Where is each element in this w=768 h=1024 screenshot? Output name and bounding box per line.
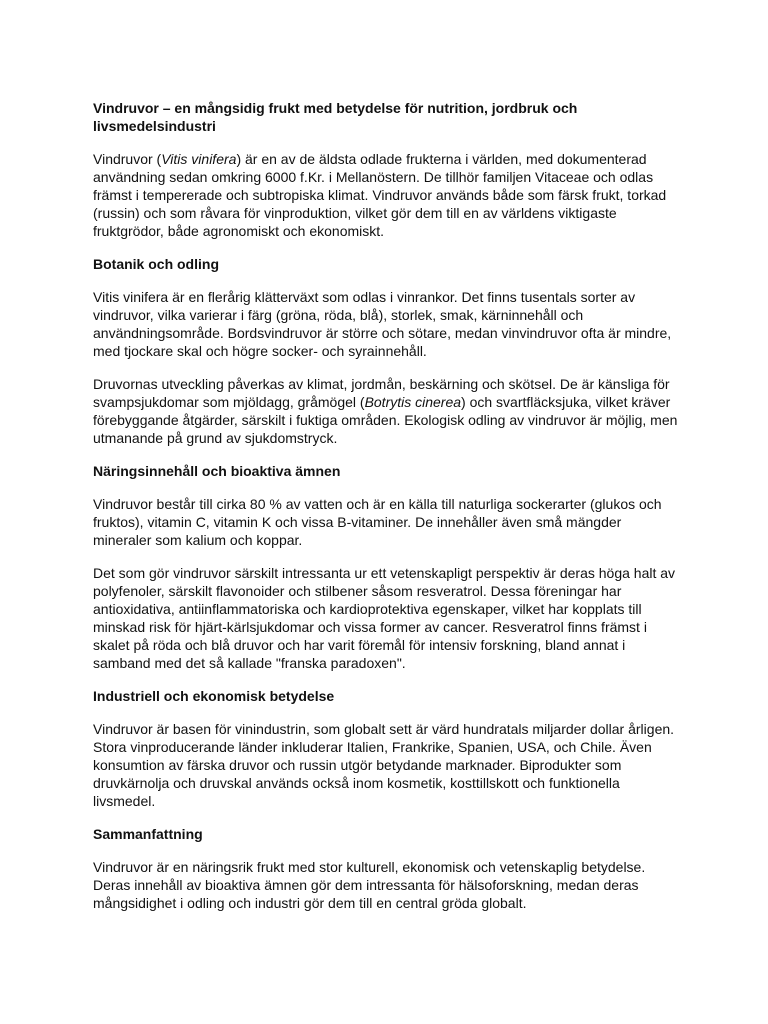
intro-text-after: ) är en av de äldsta odlade frukterna i världen, med dokumenterad användning sedan omkring 6000 f.Kr. i Mellanöstern. De tillhör familjen Vitaceae och odlas främst i tempererade och subtropiska klimat. Vindruvor används både som färsk frukt, torkad (russin) och som råvara för vinproduktion, vilket gör dem till en av världens viktigaste fruktgrödor, både agronomiskt och ekonomiskt. (93, 151, 667, 239)
section-heading-industriell: Industriell och ekonomisk betydelse (93, 688, 335, 704)
section-heading-botanik: Botanik och odling (93, 256, 219, 272)
sammanfattning-paragraph-1: Vindruvor är en näringsrik frukt med stor kulturell, ekonomisk och vetenskaplig betydelse. Deras innehåll av bioaktiva ämnen gör dem intressanta för hälsoforskning, medan deras mångsidighet i odling och industri gör dem till en central gröda globalt. (93, 859, 646, 911)
botanik-text-after: ) och svartfläcksjuka, vilket kräver förebyggande åtgärder, särskilt i fuktiga områden. Ekologisk odling av vindruvor är möjlig, men utmanande på grund av sjukdomstryck. (93, 394, 678, 446)
document-title: Vindruvor – en mångsidig frukt med betydelse för nutrition, jordbruk och livsmedelsindustri (93, 100, 578, 134)
naringsinnehall-paragraph-2: Det som gör vindruvor särskilt intressanta ur ett vetenskapligt perspektiv är deras höga halt av polyfenoler, särskilt flavonoider och stilbener såsom resveratrol. Dessa föreningar har antioxidativa, antiinflammatoriska och kardioprotektiva egenskaper, vilket har kopplats till minskad risk för hjärt-kärlsjukdomar och vissa former av cancer. Resveratrol finns främst i skalet på röda och blå druvor och har varit föremål för intensiv forskning, bland annat i samband med det så kallade "franska paradoxen". (93, 565, 676, 671)
section-heading-naringsinnehall: Näringsinnehåll och bioaktiva ämnen (93, 463, 341, 479)
intro-latin-name: Vitis vinifera (161, 151, 237, 167)
botanik-text-before: Druvornas utveckling påverkas av klimat, jordmån, beskärning och skötsel. De är känsliga för svampsjukdomar som mjöldagg, gråmögel ( (93, 376, 670, 410)
industriell-paragraph-1: Vindruvor är basen för vinindustrin, som globalt sett är värd hundratals miljarder dollar årligen. Stora vinproducerande länder inkluderar Italien, Frankrike, Spanien, USA, och Chile. Även konsumtion av färska druvor och russin utgör betydande marknader. Biprodukter som druvkärnolja och druvskal används också inom kosmetik, kosttillskott och funktionella livsmedel. (93, 721, 675, 809)
botanik-paragraph-1: Vitis vinifera är en flerårig klätterväxt som odlas i vinrankor. Det finns tusentals sorter av vindruvor, vilka varierar i färg (gröna, röda, blå), storlek, smak, kärninnehåll och användningsområde. Bordsvindruvor är större och sötare, medan vinvindruvor ofta är mindre, med tjockare skal och högre socker- och syrainnehåll. (93, 289, 672, 359)
intro-text-before: Vindruvor ( (93, 151, 162, 167)
naringsinnehall-paragraph-1: Vindruvor består till cirka 80 % av vatten och är en källa till naturliga sockerarter (glukos och fruktos), vitamin C, vitamin K och vissa B-vitaminer. De innehåller även små mängder mineraler som kalium och koppar. (93, 496, 662, 548)
document-content (93, 99, 683, 927)
botanik-paragraph-2 (93, 375, 683, 447)
botrytis-latin-name: Botrytis cinerea (364, 394, 462, 410)
section-heading-sammanfattning: Sammanfattning (93, 826, 203, 842)
intro-paragraph (93, 150, 683, 240)
